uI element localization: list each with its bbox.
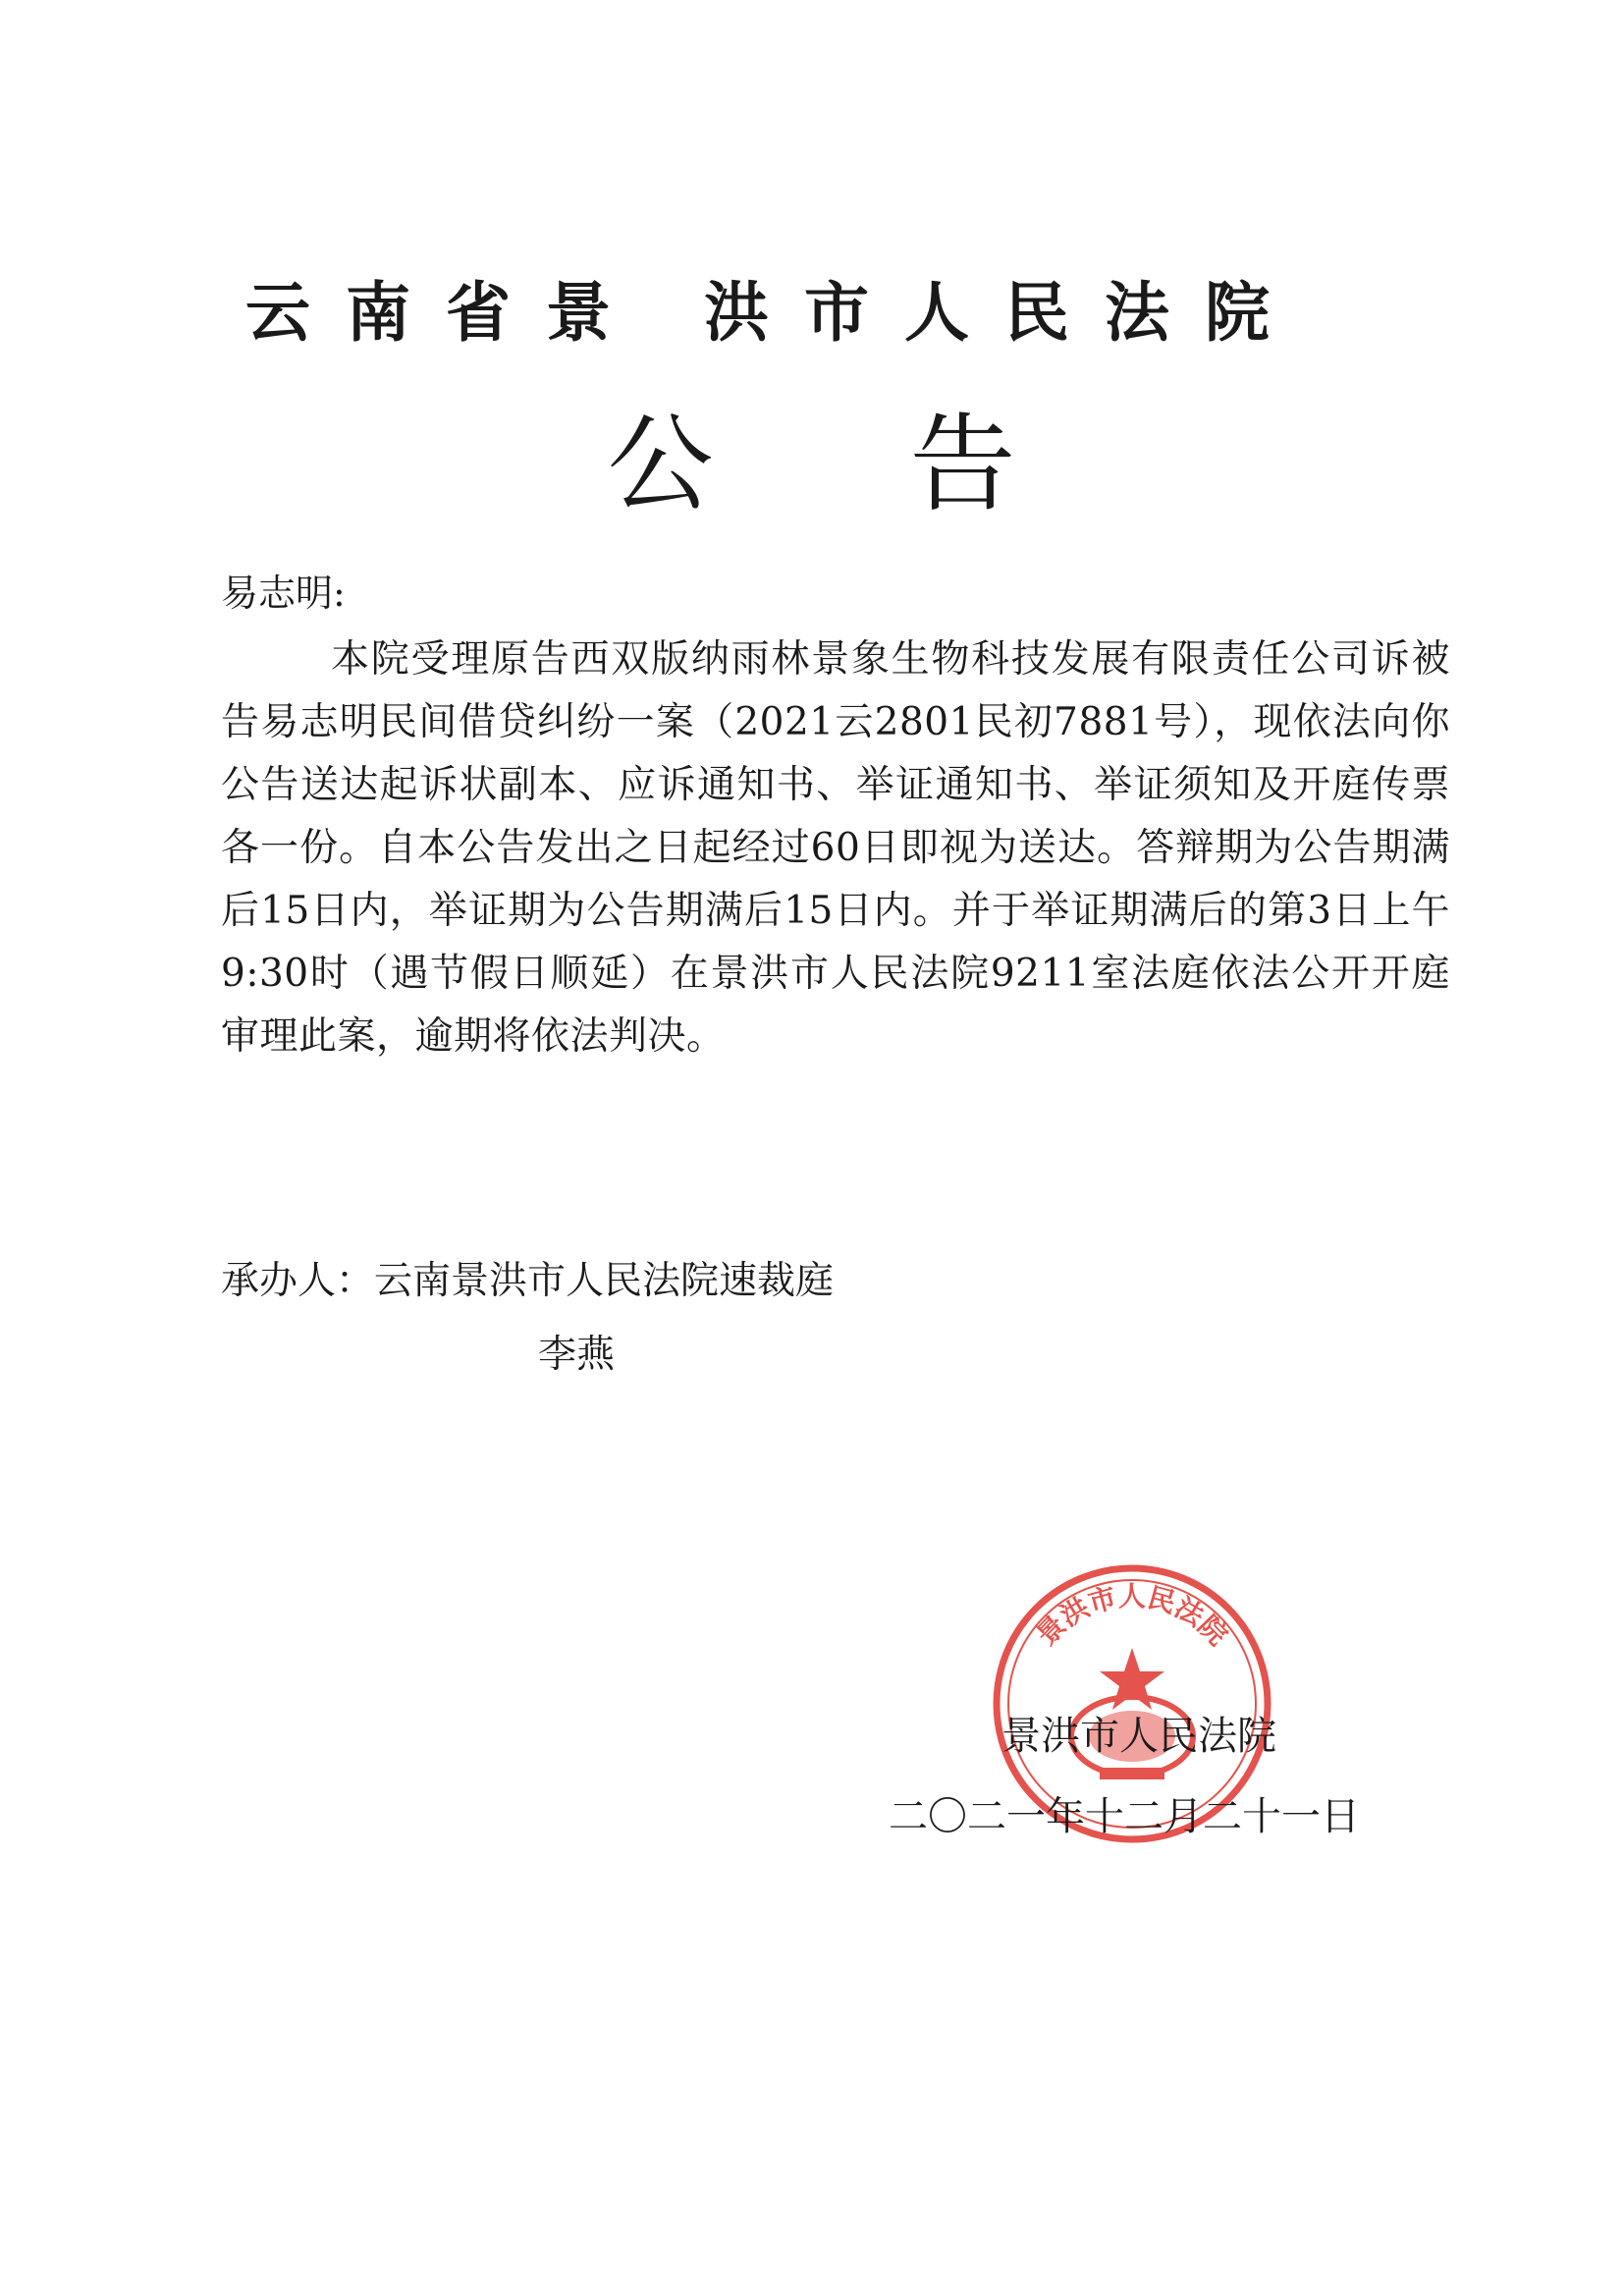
signature-court: 景洪市人民法院 xyxy=(1001,1714,1276,1759)
notice-title: 公告 xyxy=(607,404,1213,526)
handler-line: 承办人：云南景洪市人民法院速裁庭 xyxy=(221,1259,835,1303)
court-name-heading: 云南省景 洪市人民法院 xyxy=(245,274,1305,351)
addressee: 易志明: xyxy=(221,572,346,615)
notice-body: 本院受理原告西双版纳雨林景象生物科技发展有限责任公司诉被告易志明民间借贷纠纷一案（2021云2801民初7881号），现依法向你公告送达起诉状副本、应诉通知书、举证通知书、举证须知及开庭传票各一份。自本公告发出之日起经过60日即视为送达。答辩期为公告期满后15日内，举证期为公告期满后15日内。并于举证期满后的第3日上午9:30时（遇节假日顺延）在景洪市人民法院9211室法庭依法公开开庭审理此案，逾期将依法判决。 xyxy=(221,637,1450,1059)
seal-text: 景洪市人民法院 xyxy=(1030,1580,1234,1652)
signature-date: 二〇二一年十二月二十一日 xyxy=(889,1794,1360,1839)
handler-name: 李燕 xyxy=(538,1333,616,1377)
